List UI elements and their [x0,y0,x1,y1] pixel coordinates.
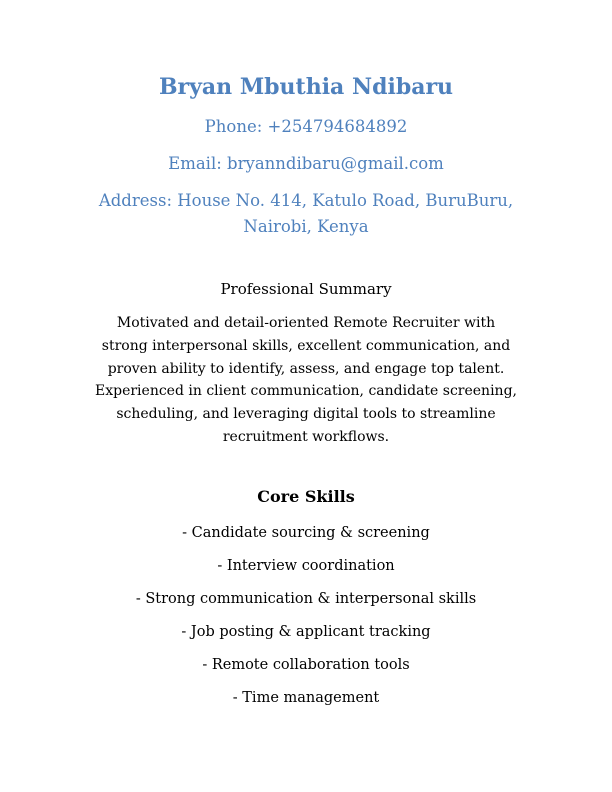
summary-line: recruitment workflows. [222,428,390,445]
summary-line: Motivated and detail-oriented Remote Recruiter with [116,315,496,331]
skill-item: - Remote collaboration tools [202,657,410,673]
skills-heading: Core Skills [257,487,355,506]
summary-heading: Professional Summary [220,280,392,298]
summary-line: scheduling, and leveraging digital tools to streamline [116,406,496,423]
summary-paragraph [80,312,532,449]
skill-item: - Job posting & applicant tracking [181,624,431,640]
candidate-name: Bryan Mbuthia Ndibaru [158,74,454,100]
skill-item: - Time management [232,690,380,706]
skill-item: - Candidate sourcing & screening [182,525,430,541]
summary-line: strong interpersonal skills, excellent communication, and [101,337,511,354]
address-line-1: Address: House No. 414, Katulo Road, BuruBuru, [98,191,514,210]
phone-line: Phone: +254794684892 [204,117,408,136]
skill-item: - Interview coordination [217,558,395,574]
address-line-2: Nairobi, Kenya [243,217,369,236]
skills-list [60,517,552,715]
email-line: Email: bryanndibaru@gmail.com [168,154,444,173]
summary-line: proven ability to identify, assess, and engage top talent. [107,360,505,377]
summary-line: Experienced in client communication, candidate screening, [95,383,517,400]
address-block [60,188,552,240]
skill-item: - Strong communication & interpersonal skills [135,591,477,607]
